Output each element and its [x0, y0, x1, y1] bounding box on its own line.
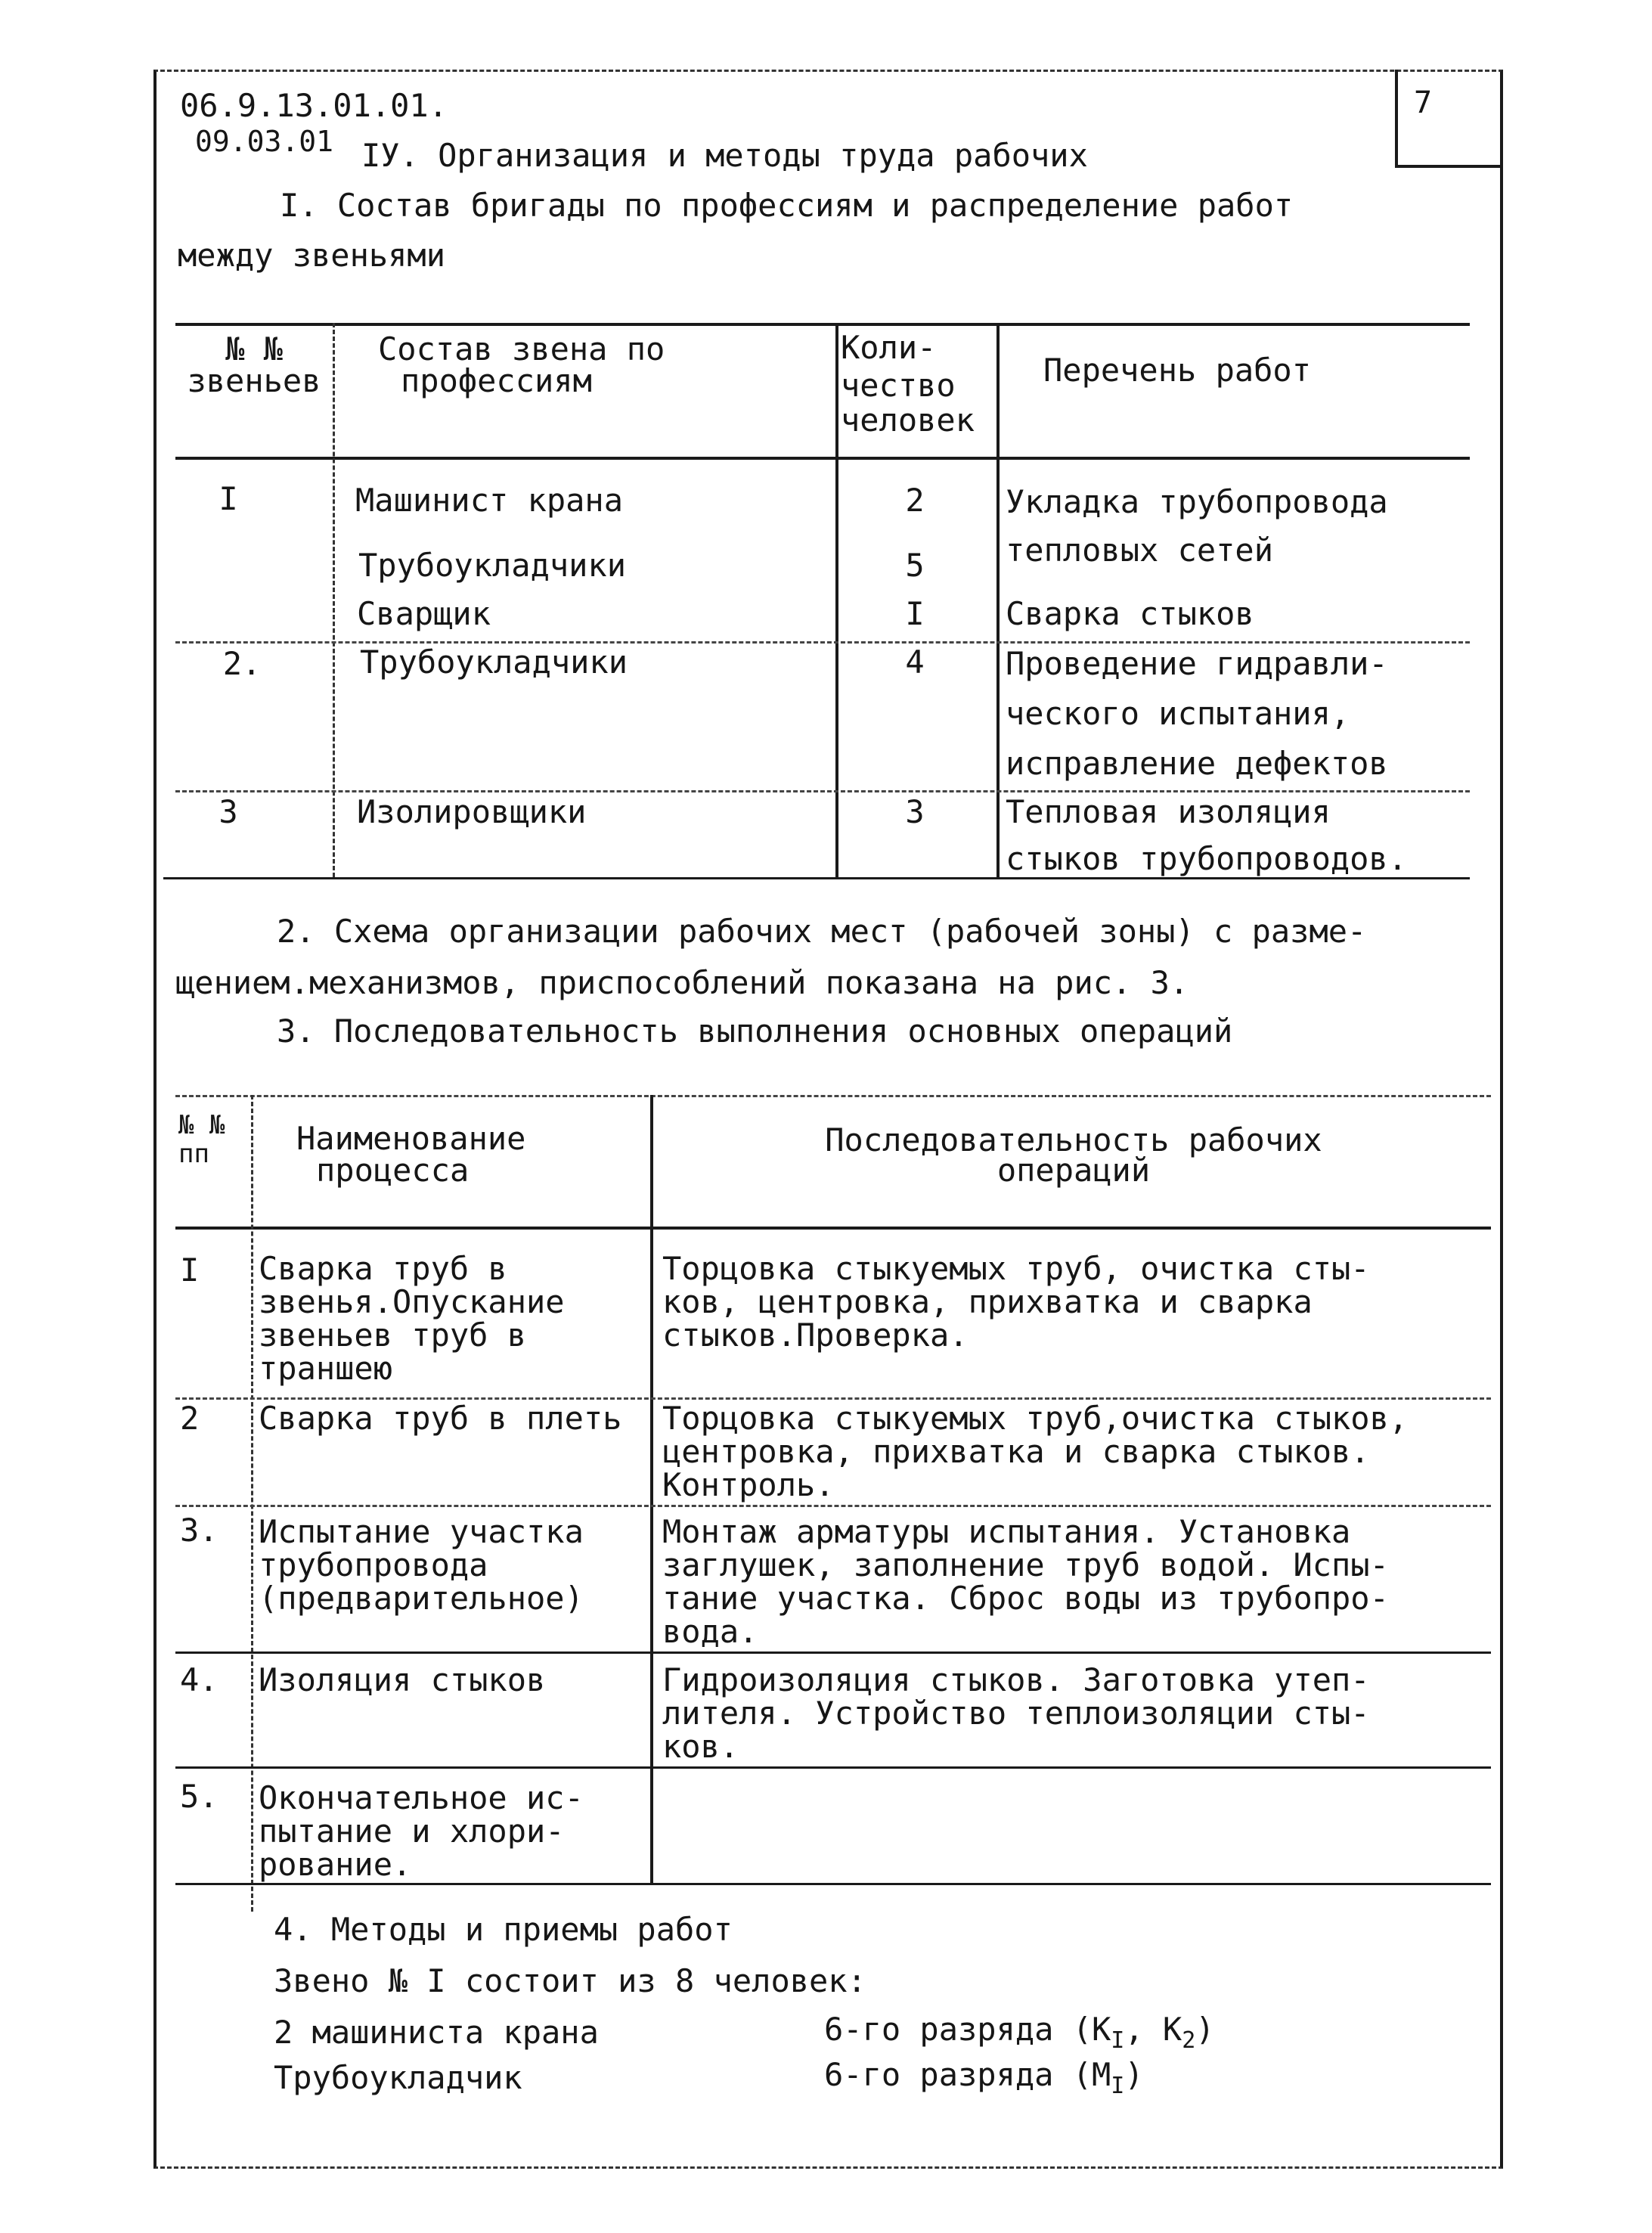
staff-item-2-grade: 6-го разряда $(М_I)$	[824, 2056, 1144, 2099]
t2-row4-num: 4.	[180, 1661, 219, 1698]
t2-row5-num: 5.	[180, 1778, 219, 1815]
t1-row1-work2: тепловых сетей	[1006, 532, 1274, 569]
t2-row2-num: 2	[180, 1400, 200, 1437]
t1-header-composition-2: профессиям	[401, 362, 592, 399]
t1-header-composition: Состав звена по	[378, 330, 665, 368]
t1-header-num-2: звеньев	[187, 362, 321, 399]
para2-line1: 2. Схема организации рабочих мест (рабочей зоны) с разме-	[277, 913, 1367, 950]
t2-header-ops: Последовательность рабочих	[825, 1121, 1322, 1158]
t2-row1-op3: стыков.Проверка.	[662, 1317, 969, 1354]
t1-row3-role1: Изолировщики	[357, 793, 587, 830]
t2-row1-num: I	[180, 1251, 200, 1289]
t1-row3-count1: 3	[905, 793, 925, 830]
staff-item-1-grade: 6-го разряда ($К_I$, $К_2$)	[824, 2011, 1215, 2054]
t1-row2-work2: ческого испытания,	[1006, 695, 1350, 732]
staff-item-1-role: 2 машиниста крана	[274, 2014, 599, 2051]
t1-row1-role3: Сварщик	[357, 595, 491, 632]
t2-row3-op2: заглушек, заполнение труб водой. Испы-	[662, 1546, 1389, 1583]
t2-row2-op1: Торцовка стыкуемых труб,очистка стыков,	[662, 1400, 1409, 1437]
t2-row1-proc2: звенья.Опускание	[259, 1283, 565, 1320]
t2-row1-proc1: Сварка труб в	[259, 1250, 507, 1287]
t2-row2-op3: Контроль.	[662, 1466, 835, 1503]
para2-line2: щением.механизмов, приспособлений показана на рис. 3.	[175, 964, 1189, 1001]
t1-header-count: Коли-	[841, 329, 937, 366]
t2-row4-proc1: Изоляция стыков	[259, 1661, 546, 1698]
t2-header-num: № №	[178, 1110, 225, 1140]
t1-row3-work2: стыков трубопроводов.	[1006, 840, 1408, 877]
t2-header-process: Наименование	[296, 1120, 526, 1157]
t1-row2-role1: Трубоукладчики	[360, 644, 628, 681]
item1-heading: I. Состав бригады по профессиям и распределение работ	[280, 187, 1294, 224]
t1-row2-work3: исправление дефектов	[1006, 745, 1388, 782]
t1-row1-count3: I	[905, 595, 925, 632]
t2-row1-op1: Торцовка стыкуемых труб, очистка сты-	[662, 1250, 1370, 1287]
t1-row1-count2: 5	[905, 547, 925, 584]
t2-row4-op3: ков.	[662, 1728, 739, 1765]
t1-row1-count1: 2	[905, 482, 925, 519]
para3-heading: 3. Последовательность выполнения основных операций	[277, 1013, 1233, 1050]
t2-row3-proc1: Испытание участка	[259, 1513, 584, 1550]
para4-line1: Звено № I состоит из 8 человек:	[274, 1962, 866, 1999]
t2-row3-op4: вода.	[662, 1613, 758, 1650]
t2-row1-proc3: звеньев труб в	[259, 1317, 527, 1354]
t2-row3-proc3: (предварительное)	[259, 1580, 584, 1617]
t2-row4-op2: лителя. Устройство теплоизоляции сты-	[662, 1695, 1370, 1732]
t1-row3-work1: Тепловая изоляция	[1006, 793, 1331, 830]
section-title: IУ. Организация и методы труда рабочих	[361, 137, 1088, 174]
t1-header-count-3: человек	[841, 402, 975, 439]
para4-heading: 4. Методы и приемы работ	[274, 1911, 733, 1948]
t1-row1-work3: Сварка стыков	[1006, 595, 1254, 632]
t1-header-works: Перечень работ	[1043, 352, 1312, 389]
t2-row3-num: 3.	[180, 1512, 219, 1549]
t1-header-count-2: чество	[841, 367, 956, 404]
page-number: 7	[1414, 85, 1433, 120]
t2-row3-proc2: трубопровода	[259, 1546, 488, 1583]
t2-row2-op2: центровка, прихватка и сварка стыков.	[662, 1433, 1370, 1470]
t1-row2-count1: 4	[905, 644, 925, 681]
t1-row3-num: 3	[219, 793, 238, 830]
t1-row1-num: I	[219, 480, 238, 517]
t1-header-num: № №	[225, 330, 283, 368]
t2-header-process-2: процесса	[316, 1152, 470, 1189]
t2-row4-op1: Гидроизоляция стыков. Заготовка утеп-	[662, 1661, 1370, 1698]
document-code: 06.9.13.01.01.	[180, 87, 448, 124]
t1-row1-role2: Трубоукладчики	[358, 547, 627, 584]
t1-row2-num: 2.	[222, 645, 262, 682]
t2-row5-proc1: Окончательное ис-	[259, 1779, 584, 1816]
t2-row1-op2: ков, центровка, прихватка и сварка	[662, 1283, 1313, 1320]
staff-item-2-role: Трубоукладчик	[274, 2059, 522, 2096]
t1-row2-work1: Проведение гидравли-	[1006, 645, 1388, 682]
t2-row5-proc2: пытание и хлори-	[259, 1813, 565, 1850]
page-number-box	[1395, 70, 1500, 168]
t2-header-ops-2: операций	[996, 1152, 1151, 1189]
t2-row3-op1: Монтаж арматуры испытания. Установка	[662, 1513, 1351, 1550]
t1-row1-work1: Укладка трубопровода	[1006, 483, 1388, 520]
t2-row2-proc1: Сварка труб в плеть	[259, 1400, 622, 1437]
document-date: 09.03.01	[195, 125, 334, 158]
t2-row3-op3: тание участка. Сброс воды из трубопро-	[662, 1580, 1389, 1617]
item1-heading-cont: между звеньями	[178, 237, 446, 274]
t2-row1-proc4: траншею	[259, 1350, 393, 1387]
t2-row5-proc3: рование.	[259, 1846, 412, 1883]
t2-header-num-2: пп	[178, 1139, 209, 1169]
t1-row1-role1: Машинист крана	[355, 482, 624, 519]
